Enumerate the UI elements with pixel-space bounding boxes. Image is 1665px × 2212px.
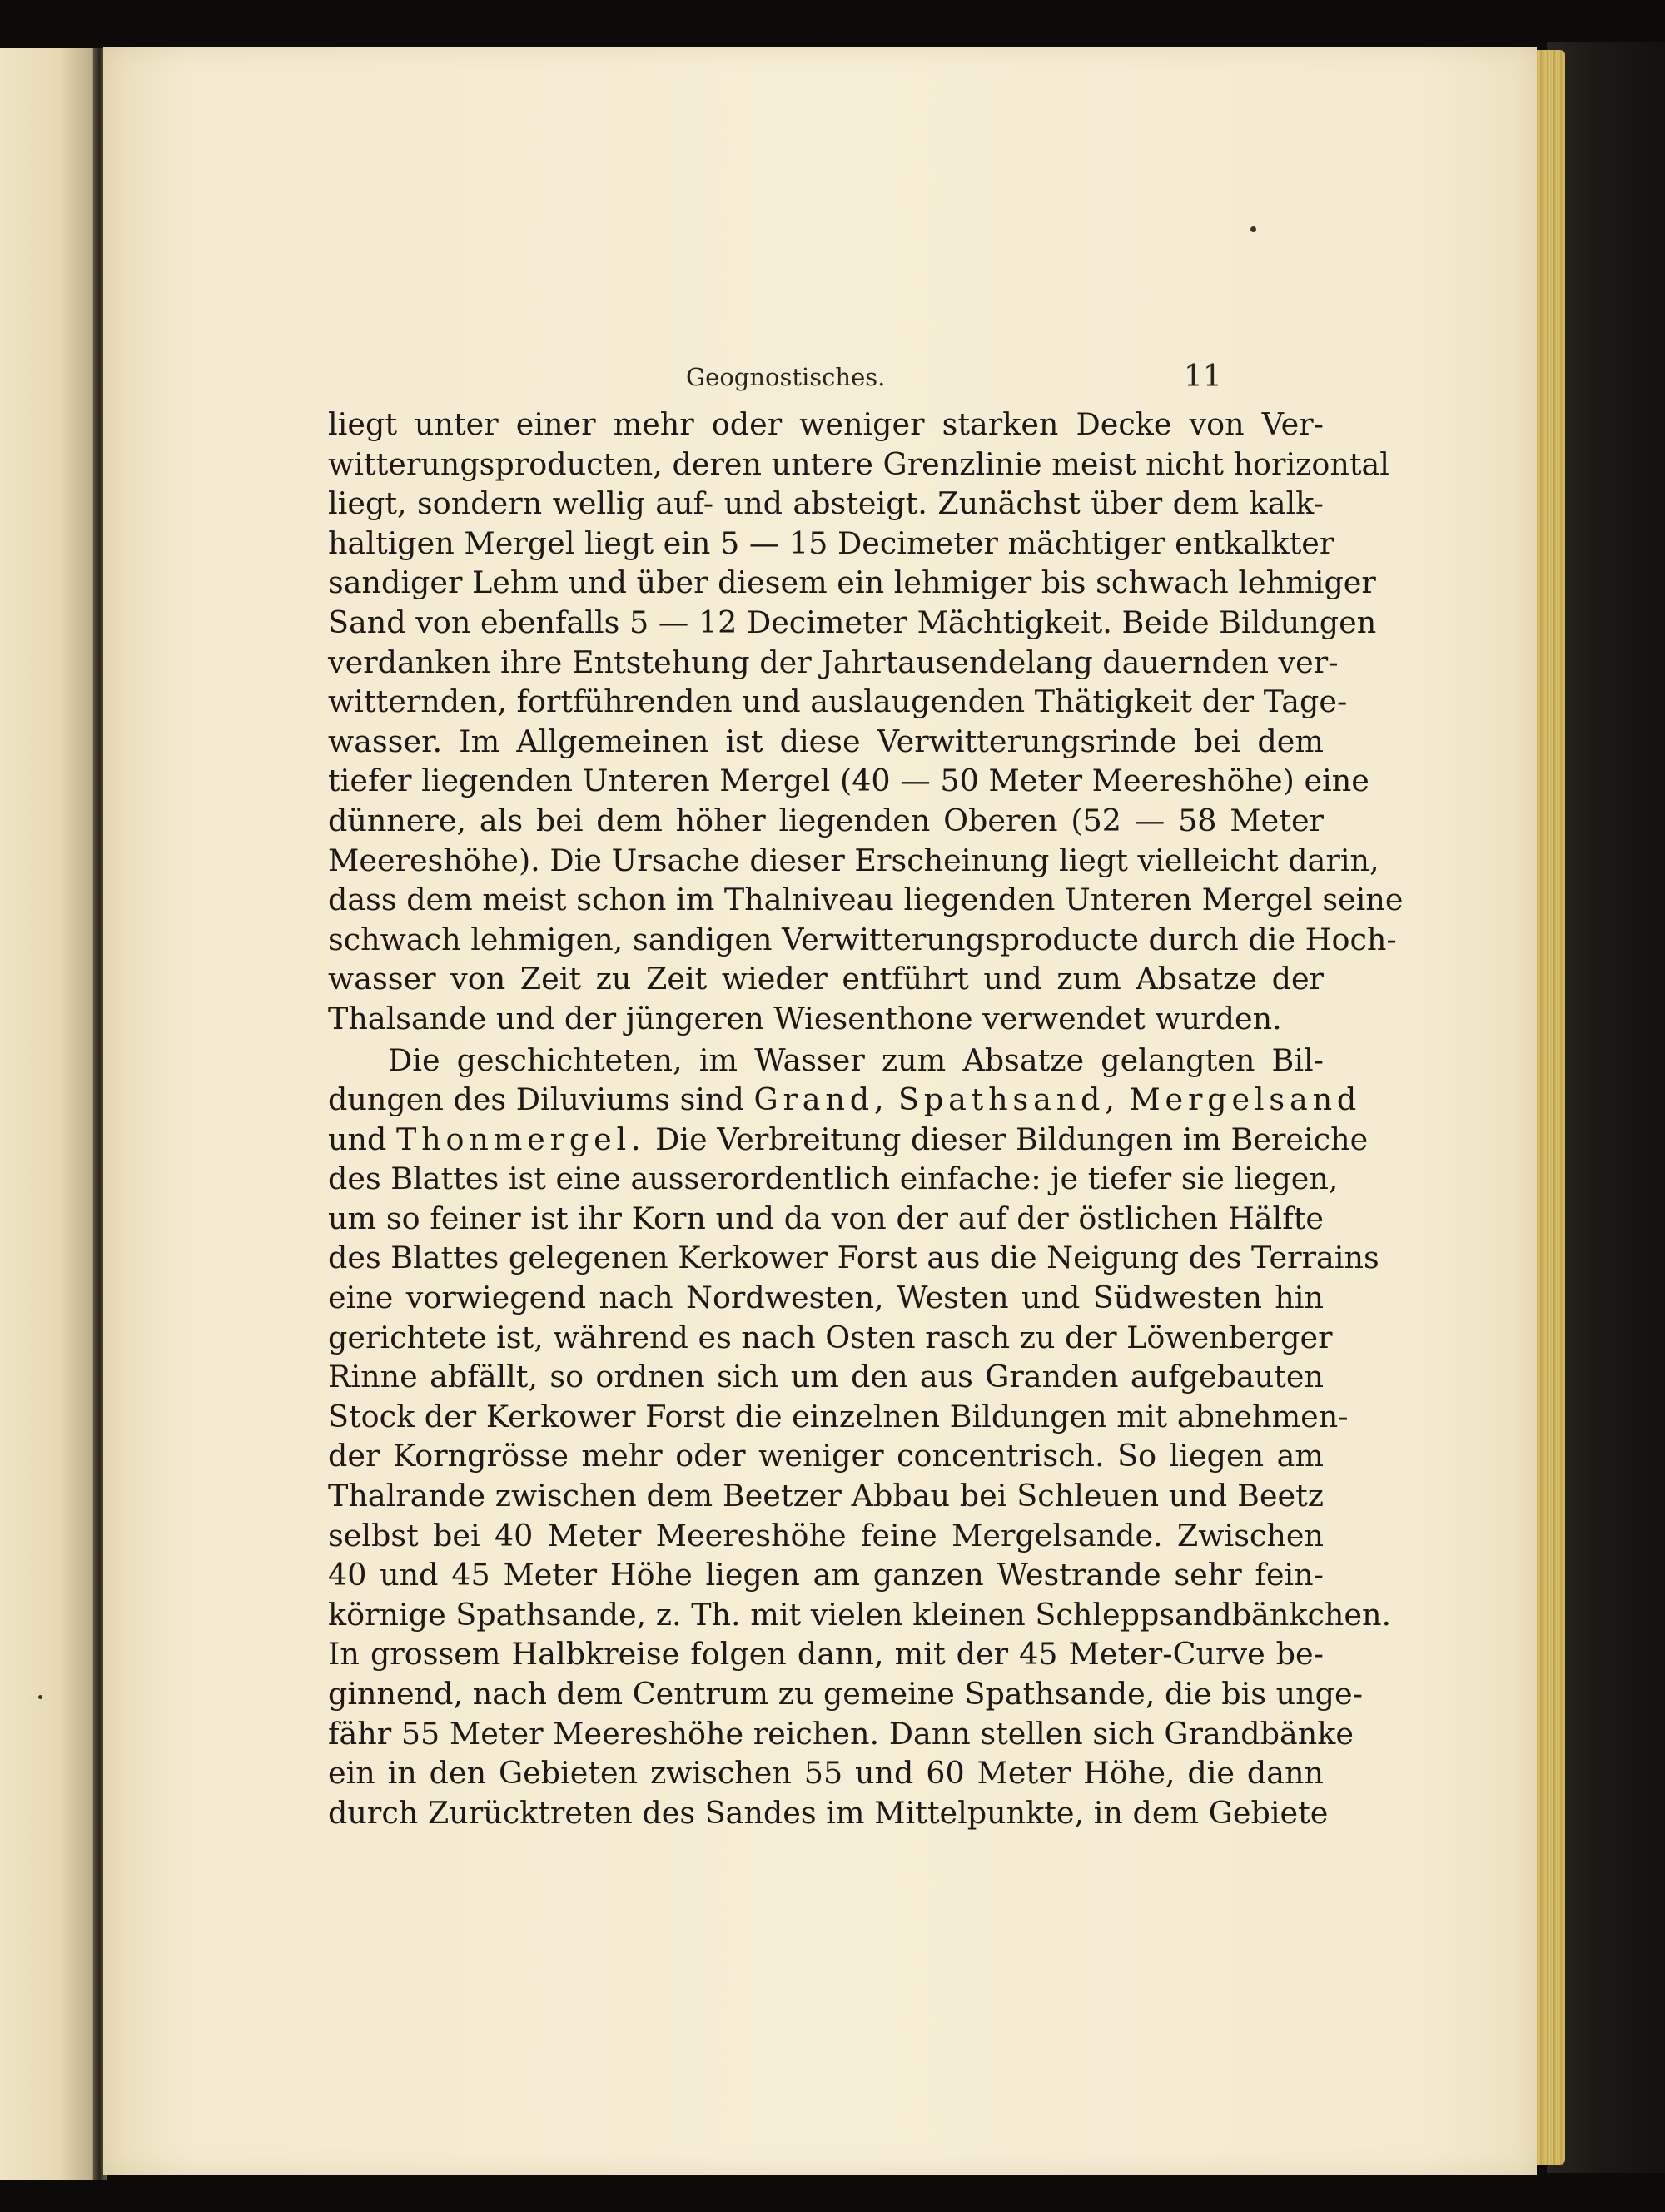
- text-line: verdanken ihre Entstehung der Jahrtausendelang dauernden ver-: [328, 644, 1339, 680]
- text-line: dünnere, als bei dem höher liegenden Oberen (52 — 58 Meter: [328, 802, 1324, 838]
- text-line: tiefer liegenden Unteren Mergel (40 — 50 Meter Meereshöhe) eine: [328, 763, 1369, 799]
- text-line: sandiger Lehm und über diesem ein lehmiger bis schwach lehmiger: [328, 564, 1376, 601]
- page-number: 11: [1184, 360, 1222, 394]
- book-page: [103, 47, 1537, 2175]
- text-line: gerichtete ist, während es nach Osten rasch zu der Löwenberger: [328, 1319, 1333, 1355]
- term-spathsand: Spathsand,: [898, 1081, 1120, 1118]
- text-line: durch Zurücktreten des Sandes im Mittelpunkte, in dem Gebiete: [328, 1794, 1329, 1831]
- text-line: witterungsproducten, deren untere Grenzlinie meist nicht horizontal: [328, 445, 1389, 482]
- text-line: wasser. Im Allgemeinen ist diese Verwitterungsrinde bei dem: [328, 723, 1324, 759]
- text-line: Die geschichteten, im Wasser zum Absatze gelangten Bil-: [388, 1041, 1324, 1078]
- text-line: des Blattes gelegenen Kerkower Forst aus die Neigung des Terrains: [328, 1240, 1379, 1276]
- text-line: liegt, sondern wellig auf- und absteigt. Zunächst über dem kalk-: [328, 485, 1324, 522]
- text-line: [328, 1080, 1362, 1120]
- running-head: [103, 360, 1537, 405]
- paper-speck: [1250, 226, 1256, 232]
- text-line: des Blattes ist eine ausserordentlich einfache: je tiefer sie liegen,: [328, 1161, 1339, 1197]
- text-span: Die Verbreitung dieser Bildungen im Bereiche: [655, 1121, 1369, 1157]
- text-line: fähr 55 Meter Meereshöhe reichen. Dann stellen sich Grandbänke: [328, 1715, 1354, 1752]
- text-line: [328, 1120, 1369, 1160]
- paper-speck: [38, 1695, 42, 1699]
- text-line: um so feiner ist ihr Korn und da von der auf der östlichen Hälfte: [328, 1200, 1324, 1236]
- paragraph-2: [328, 1041, 1392, 1833]
- text-line: Sand von ebenfalls 5 — 12 Decimeter Mächtigkeit. Beide Bildungen: [328, 604, 1377, 640]
- text-line: körnige Spathsande, z. Th. mit vielen kleinen Schleppsandbänkchen.: [328, 1596, 1392, 1633]
- term-mergelsand: Mergelsand: [1129, 1081, 1362, 1118]
- text-line: 40 und 45 Meter Höhe liegen am ganzen Westrande sehr fein-: [328, 1557, 1324, 1593]
- text-line: schwach lehmigen, sandigen Verwitterungsproducte durch die Hoch-: [328, 921, 1397, 957]
- text-line: selbst bei 40 Meter Meereshöhe feine Mergelsande. Zwischen: [328, 1517, 1324, 1553]
- running-head-title: Geognostisches.: [686, 363, 886, 391]
- text-line: Meereshöhe). Die Ursache dieser Erscheinung liegt vielleicht darin,: [328, 842, 1379, 878]
- text-line: Rinne abfällt, so ordnen sich um den aus Granden aufgebauten: [328, 1359, 1324, 1395]
- term-thonmergel: Thonmergel.: [396, 1121, 646, 1157]
- text-line: Thalsande und der jüngeren Wiesenthone verwendet wurden.: [328, 1000, 1282, 1036]
- text-line: In grossem Halbkreise folgen dann, mit der 45 Meter-Curve be-: [328, 1636, 1324, 1673]
- term-grand: Grand,: [753, 1081, 889, 1118]
- paragraph-1: [328, 405, 1404, 1039]
- text-span: dungen des Diluviums sind: [328, 1081, 744, 1118]
- text-line: der Korngrösse mehr oder weniger concentrisch. So liegen am: [328, 1438, 1324, 1474]
- body-text: [328, 405, 1404, 1832]
- text-line: haltigen Mergel liegt ein 5 — 15 Decimeter mächtiger entkalkter: [328, 524, 1334, 561]
- facing-page-edge: [0, 48, 98, 2180]
- text-line: liegt unter einer mehr oder weniger starken Decke von Ver-: [328, 406, 1324, 442]
- text-line: ginnend, nach dem Centrum zu gemeine Spathsande, die bis unge-: [328, 1676, 1363, 1712]
- text-line: Thalrande zwischen dem Beetzer Abbau bei Schleuen und Beetz: [328, 1478, 1324, 1514]
- text-line: wasser von Zeit zu Zeit wieder entführt und zum Absatze der: [328, 961, 1324, 997]
- text-line: ein in den Gebieten zwischen 55 und 60 Meter Höhe, die dann: [328, 1755, 1324, 1792]
- text-span: und: [328, 1121, 387, 1157]
- text-line: witternden, fortführenden und auslaugenden Thätigkeit der Tage-: [328, 683, 1348, 720]
- text-line: Stock der Kerkower Forst die einzelnen Bildungen mit abnehmen-: [328, 1398, 1349, 1434]
- text-line: dass dem meist schon im Thalniveau liegenden Unteren Mergel seine: [328, 882, 1404, 918]
- text-line: eine vorwiegend nach Nordwesten, Westen und Südwesten hin: [328, 1280, 1324, 1316]
